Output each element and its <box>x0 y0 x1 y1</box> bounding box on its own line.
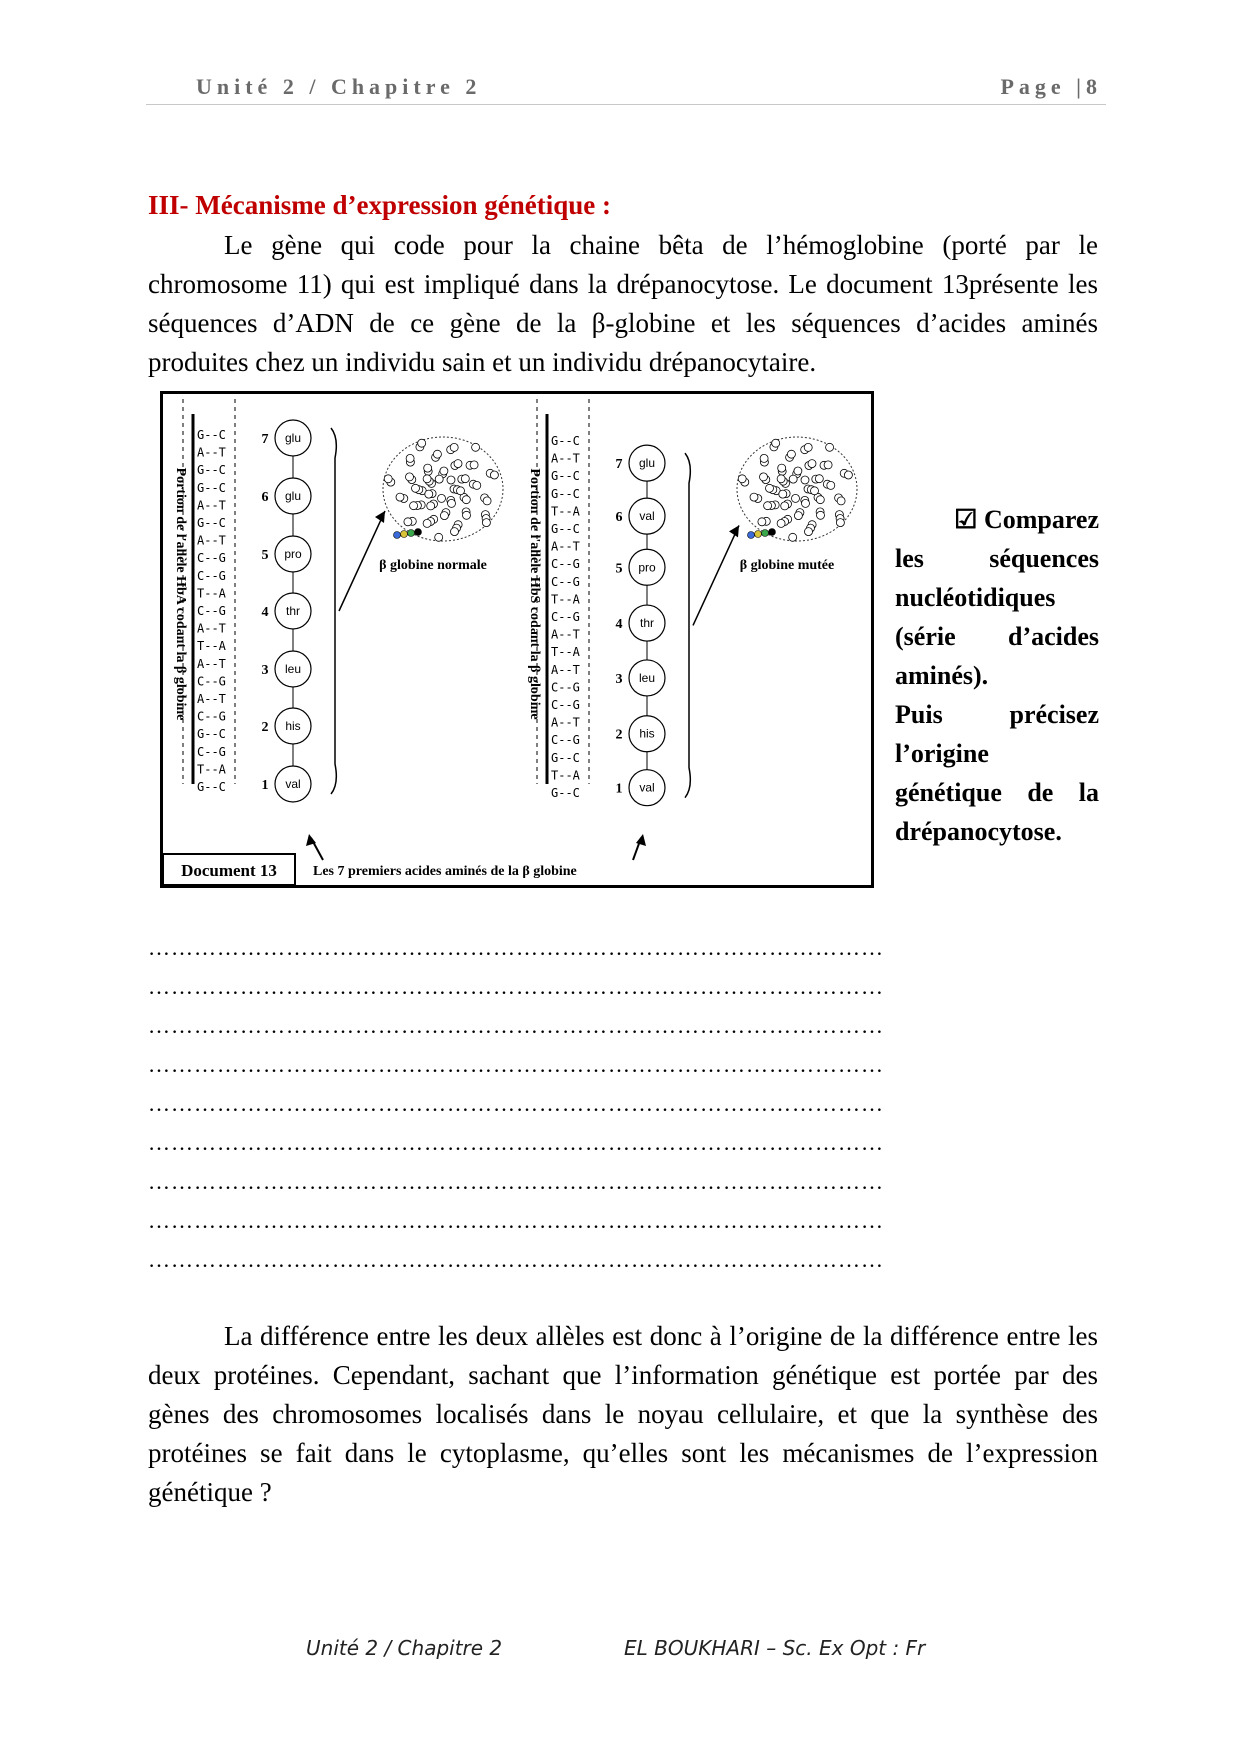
bottom-caption: Les 7 premiers acides aminés de la β globine <box>313 864 577 879</box>
right-panel-dna-pair: G--C <box>551 486 580 501</box>
left-panel-dna-pair: A--T <box>197 656 226 671</box>
right-panel-amino-acid-name: glu <box>638 456 656 471</box>
right-panel-protein-bead <box>794 467 802 475</box>
right-panel-dna-pair: G--C <box>551 434 580 448</box>
right-panel-protein-bead <box>827 481 835 489</box>
header-chapter: Unité 2 / Chapitre 2 <box>196 74 482 99</box>
right-panel-amino-acid-name: val <box>639 780 655 795</box>
left-panel-protein-bead <box>423 519 431 527</box>
question-word: la <box>1078 778 1099 807</box>
header-page-number: Page |8 <box>1000 74 1102 99</box>
left-panel-amino-acid-number: 6 <box>261 490 269 505</box>
left-panel-dna-pair: C--G <box>197 709 226 724</box>
question-word: l’origine <box>895 739 989 768</box>
right-panel-arrow-line <box>693 525 739 625</box>
left-panel-amino-acid-name: thr <box>285 604 301 618</box>
right-panel-amino-acid-number: 7 <box>615 457 623 473</box>
left-panel-amino-acid-number: 4 <box>261 605 269 620</box>
left-panel-dna-pair: G--C <box>197 727 226 742</box>
left-panel-protein-label: β globine normale <box>379 558 487 573</box>
left-panel-protein-bead <box>454 460 462 468</box>
left-panel-dna-pair: G--C <box>197 516 226 530</box>
question-word: séquences <box>989 544 1099 573</box>
right-panel-dna-pair: C--G <box>551 574 580 589</box>
left-panel-protein-bead <box>447 476 455 484</box>
right-panel-amino-acid-number: 5 <box>615 561 623 577</box>
question-line <box>895 773 1099 812</box>
intro-paragraph: Le gène qui code pour la chaine bêta de l’hémoglobine (porté par le chromosome 11) qui est impliqué dans la drépanocytose. Le document 13présente les séquences d’ADN de ce gène de la β-globine et les séquences d’acides aminés produites chez un individu sain et un individu drépanocytaire. <box>148 230 1098 377</box>
right-panel-amino-acid-number: 3 <box>615 671 623 687</box>
left-panel-protein-bead <box>473 481 481 489</box>
right-panel-amino-acid-number: 6 <box>615 510 623 526</box>
left-panel-dna-pair: A--T <box>197 692 226 706</box>
right-panel-protein-bead <box>789 533 797 541</box>
question-line <box>895 500 1099 539</box>
answer-line[interactable]: …………………………………………………………………………………… <box>148 935 884 960</box>
answer-line[interactable]: …………………………………………………………………………………… <box>148 1052 884 1077</box>
right-panel-dna-pair: T--A <box>551 768 580 783</box>
right-panel-protein-bead <box>817 511 825 519</box>
answer-line[interactable]: …………………………………………………………………………………… <box>148 974 884 999</box>
footer-author: EL BOUKHARI – Sc. Ex Opt : Fr <box>624 1636 926 1660</box>
left-panel-protein-bead <box>384 475 392 483</box>
right-panel-protein-bead <box>779 490 787 498</box>
left-panel-protein-bead <box>424 464 432 472</box>
right-panel-dna-pair: C--G <box>551 733 580 748</box>
right-panel-dna-pair: A--T <box>551 715 580 730</box>
right-panel-colored-bead <box>755 531 762 538</box>
left-panel-dna-pair: A--T <box>197 498 226 513</box>
answer-line[interactable]: …………………………………………………………………………………… <box>148 1091 884 1116</box>
right-panel-protein-bead <box>808 460 816 468</box>
right-panel-dna-pair: C--G <box>551 698 580 712</box>
right-panel-amino-acid-name: val <box>639 509 655 524</box>
question-word: de <box>1027 778 1054 807</box>
left-panel-protein-bead <box>451 528 459 536</box>
question-word: Comparez <box>983 505 1099 534</box>
left-panel-amino-acid-number: 3 <box>261 663 269 678</box>
left-panel-dna-pair: T--A <box>197 586 226 601</box>
left-panel-dna-pair: C--G <box>197 674 226 689</box>
right-panel-protein-bead <box>801 476 809 484</box>
left-panel-protein-bead <box>435 475 443 483</box>
right-panel-protein-label: β globine mutée <box>739 558 835 573</box>
left-panel-dna-pair: A--T <box>197 621 226 636</box>
left-panel-amino-acid-name: val <box>285 777 301 791</box>
section-title: III- Mécanisme d’expression génétique : <box>148 190 611 220</box>
right-panel-dna-pair: A--T <box>551 627 580 642</box>
right-panel-dna-pair: T--A <box>551 645 580 660</box>
right-panel-colored-bead <box>748 532 755 539</box>
right-panel-protein-bead <box>811 487 819 495</box>
question-line <box>895 695 1099 734</box>
right-panel-protein-bead <box>781 502 789 510</box>
left-panel-protein-bead <box>463 511 471 519</box>
document-label: Document 13 <box>181 861 277 880</box>
right-panel-protein-bead <box>837 497 845 505</box>
left-panel-colored-bead <box>401 531 408 538</box>
right-panel-protein-bead <box>772 439 780 447</box>
left-panel-protein-bead <box>406 454 414 462</box>
question-word: génétique <box>895 778 1002 807</box>
right-panel-protein-bead <box>824 461 832 469</box>
left-panel-protein-bead <box>472 443 480 451</box>
checkbox-icon: ☑ <box>954 505 984 534</box>
right-panel-dna-pair: G--C <box>551 750 580 765</box>
right-panel-protein-bead <box>794 512 802 520</box>
right-panel-dna-pair: C--G <box>551 610 580 624</box>
right-panel-bracket <box>685 453 690 798</box>
left-panel-dna-pair: T--A <box>197 639 226 654</box>
right-panel-dna-pair: T--A <box>551 592 580 607</box>
left-panel-protein-bead <box>461 475 469 483</box>
left-panel-protein-bead <box>462 496 470 504</box>
left-panel-colored-bead <box>394 532 401 539</box>
right-panel-protein-bead <box>738 475 746 483</box>
right-panel-dna-pair: G--C <box>551 469 580 484</box>
left-panel-protein-bead <box>427 502 435 510</box>
question-word: aminés). <box>895 661 989 690</box>
left-panel-protein-bead <box>410 502 418 510</box>
right-panel-dna-pair: A--T <box>551 539 580 554</box>
right-panel-colored-bead <box>762 530 769 537</box>
left-panel-dna-pair: G--C <box>197 428 226 442</box>
left-panel-amino-acid-number: 7 <box>261 432 269 447</box>
left-panel-protein-bead <box>418 439 426 447</box>
right-panel-protein-bead <box>836 519 844 527</box>
left-panel-dna-pair: C--G <box>197 604 226 618</box>
right-panel-dna-pair: C--G <box>551 680 580 695</box>
document-13-figure <box>160 391 874 888</box>
right-panel-dna-pair: T--A <box>551 504 580 519</box>
right-panel-amino-acid-number: 2 <box>615 727 623 743</box>
closing-paragraph: La différence entre les deux allèles est donc à l’origine de la différence entre les deux protéines. Cependant, sachant que l’information génétique est portée par des gènes des chromosomes localisés dans le noyau cellulaire, et que la synthèse des protéines se fait dans le cytoplasme, qu’elles sont les mécanismes de l’expression génétique ? <box>148 1321 1098 1507</box>
left-panel-amino-acid-name: his <box>285 719 301 733</box>
answer-line[interactable]: …………………………………………………………………………………… <box>148 1169 884 1194</box>
question-line <box>895 539 1099 578</box>
right-panel-amino-acid-name: thr <box>639 616 655 631</box>
left-panel-protein-bead <box>483 497 491 505</box>
question-box <box>895 500 1099 851</box>
right-panel-protein-bead <box>777 519 785 527</box>
right-panel-protein-bead <box>760 454 768 462</box>
question-line <box>895 812 1099 851</box>
question-word: drépanocytose. <box>895 817 1062 846</box>
right-panel-dna-pair: C--G <box>551 557 580 572</box>
left-panel-protein-bead <box>490 471 498 479</box>
right-panel-protein-bead <box>844 471 852 479</box>
right-panel-protein-bead <box>802 499 810 507</box>
left-panel-amino-acid-number: 1 <box>261 778 269 793</box>
right-panel-protein-bead <box>804 443 812 451</box>
left-panel-protein-bead <box>457 487 465 495</box>
left-panel-colored-bead <box>408 530 415 537</box>
question-word: (série <box>895 622 956 651</box>
left-panel-dna-pair: C--G <box>197 551 226 566</box>
left-panel-amino-acid-name: pro <box>284 547 302 561</box>
right-panel-dna-pair: G--C <box>551 522 580 536</box>
right-panel-protein-bead <box>764 502 772 510</box>
right-panel-protein-bead <box>826 443 834 451</box>
left-panel-protein-bead <box>440 467 448 475</box>
right-panel-amino-acid-number: 4 <box>615 617 623 633</box>
question-word: les <box>895 544 924 573</box>
answer-line[interactable]: …………………………………………………………………………………… <box>148 1247 884 1272</box>
left-panel-protein-bead <box>433 450 441 458</box>
question-line <box>895 578 1099 617</box>
right-panel-dna-pair: A--T <box>551 451 580 466</box>
left-panel-dna-pair: A--T <box>197 533 226 548</box>
left-panel-colored-bead <box>415 529 422 536</box>
answer-line[interactable]: …………………………………………………………………………………… <box>148 1208 884 1233</box>
right-panel-amino-acid-name: pro <box>638 560 656 575</box>
left-panel-protein-bead <box>448 499 456 507</box>
left-panel-protein-bead <box>470 461 478 469</box>
left-panel-dna-pair: G--C <box>197 480 226 495</box>
left-panel-dna-pair: C--G <box>197 744 226 759</box>
left-panel-amino-acid-number: 2 <box>261 720 269 735</box>
left-panel-protein-bead <box>412 484 420 492</box>
right-panel-amino-acid-name: his <box>639 726 655 741</box>
answer-line[interactable]: …………………………………………………………………………………… <box>148 1013 884 1038</box>
question-line <box>895 656 1099 695</box>
right-panel-protein-bead <box>766 484 774 492</box>
left-panel-dna-pair: T--A <box>197 762 226 777</box>
right-panel-protein-bead <box>805 528 813 536</box>
left-panel-protein-bead <box>438 494 446 502</box>
left-panel-dna-pair: A--T <box>197 445 226 460</box>
right-panel-protein-bead <box>758 518 766 526</box>
right-panel-protein-bead <box>789 475 797 483</box>
right-panel-protein-bead <box>777 475 785 483</box>
question-line <box>895 617 1099 656</box>
left-panel-dna-pair: G--C <box>197 780 226 794</box>
right-panel-dna-pair: G--C <box>551 786 580 800</box>
document-13-diagram <box>163 394 871 885</box>
left-panel-protein-bead <box>396 493 404 501</box>
right-panel-protein-bead <box>778 464 786 472</box>
left-panel-protein-bead <box>435 533 443 541</box>
right-panel-protein-bead <box>815 475 823 483</box>
left-panel-vertical-label: Portion de l'allèle HbA codant la β globine <box>173 467 188 721</box>
right-panel-colored-bead <box>769 529 776 536</box>
left-panel-dna-pair: C--G <box>197 568 226 583</box>
answer-area <box>148 935 1098 1286</box>
caption-arrow-right-head <box>636 834 646 846</box>
right-panel-protein-bead <box>760 473 768 481</box>
left-panel-amino-acid-number: 5 <box>261 548 269 563</box>
question-word: nucléotidiques <box>895 583 1056 612</box>
right-panel-amino-acid-number: 1 <box>615 781 623 797</box>
right-panel-protein-bead <box>792 494 800 502</box>
question-line <box>895 734 1099 773</box>
left-panel-amino-acid-name: leu <box>284 662 302 676</box>
left-panel-protein-bead <box>450 443 458 451</box>
left-panel-arrow-line <box>339 511 385 611</box>
left-panel-protein-bead <box>406 473 414 481</box>
question-word: Puis <box>895 700 943 729</box>
right-panel-protein-bead <box>750 493 758 501</box>
left-panel-protein-bead <box>440 512 448 520</box>
right-panel-protein-bead <box>787 450 795 458</box>
left-panel-protein-bead <box>404 518 412 526</box>
answer-line[interactable]: …………………………………………………………………………………… <box>148 1130 884 1155</box>
header-divider <box>146 104 1106 105</box>
left-panel-protein-bead <box>482 519 490 527</box>
right-panel-dna-pair: A--T <box>551 662 580 677</box>
left-panel-amino-acid-name: glu <box>284 431 302 445</box>
question-word: précisez <box>1009 700 1099 729</box>
left-panel-bracket <box>331 428 336 794</box>
right-panel-protein-bead <box>816 496 824 504</box>
right-panel-amino-acid-name: leu <box>638 670 656 685</box>
left-panel-dna-pair: G--C <box>197 463 226 478</box>
question-word: d’acides <box>1008 622 1099 651</box>
left-panel-amino-acid-name: glu <box>284 489 302 503</box>
left-panel-protein-bead <box>425 490 433 498</box>
right-panel-vertical-label: Portion de l'allèle HbS codant la β globine <box>527 468 542 720</box>
left-panel-protein-bead <box>423 475 431 483</box>
footer-chapter: Unité 2 / Chapitre 2 <box>306 1636 503 1660</box>
